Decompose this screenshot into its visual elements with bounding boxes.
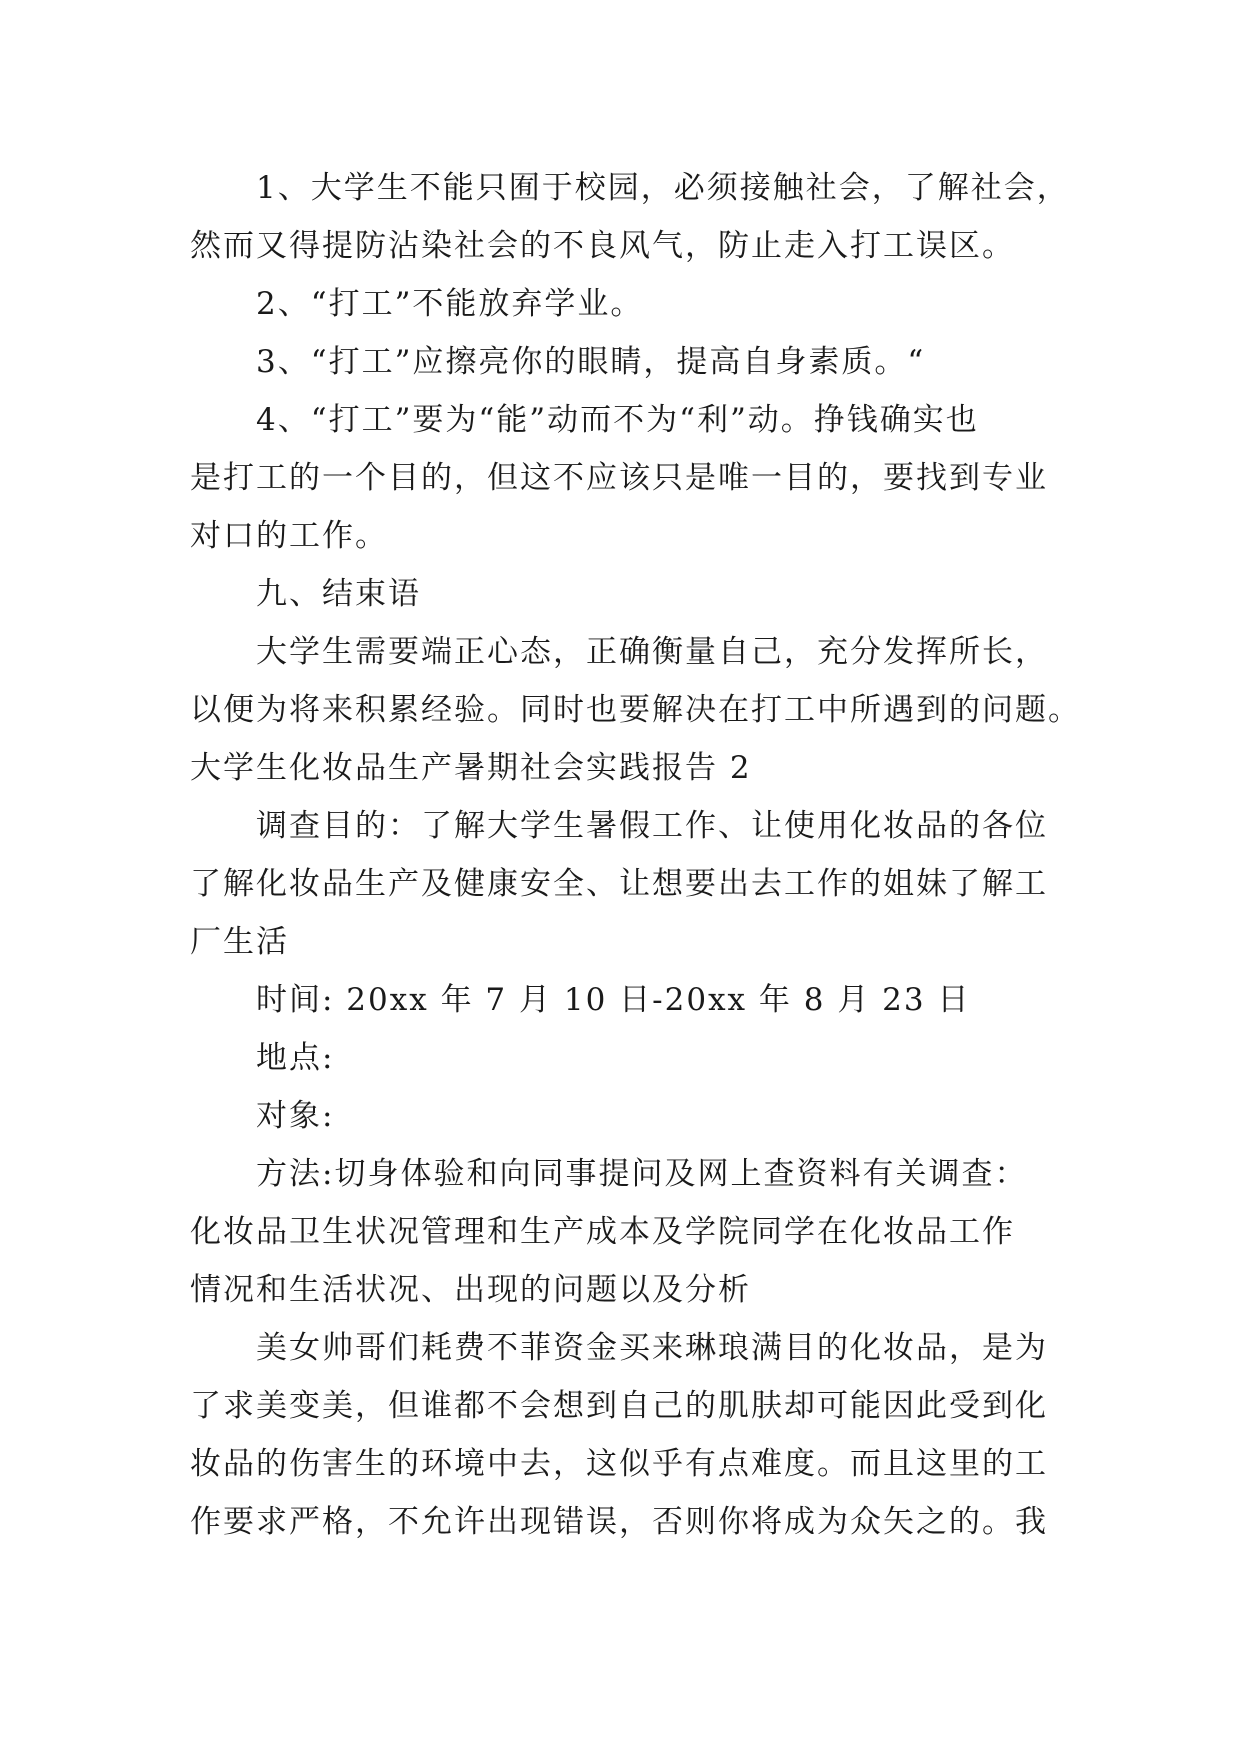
paragraph-line: 作要求严格，不允许出现错误，否则你将成为众矢之的。我	[190, 1504, 1048, 1540]
paragraph-line: 大学生需要端正心态，正确衡量自己，充分发挥所长，	[256, 634, 1048, 670]
report-title: 大学生化妆品生产暑期社会实践报告 2	[190, 750, 752, 786]
paragraph-line: 了解化妆品生产及健康安全、让想要出去工作的姐妹了解工	[190, 866, 1048, 902]
paragraph-line: 是打工的一个目的，但这不应该只是唯一目的，要找到专业	[190, 460, 1048, 496]
section-heading: 九、结束语	[256, 576, 421, 612]
paragraph-line: 了求美变美，但谁都不会想到自己的肌肤却可能因此受到化	[190, 1388, 1048, 1424]
paragraph-line: 妆品的伤害生的环境中去，这似乎有点难度。而且这里的工	[190, 1446, 1048, 1482]
paragraph-line: 以便为将来积累经验。同时也要解决在打工中所遇到的问题。	[190, 692, 1081, 728]
paragraph-line: 美女帅哥们耗费不菲资金买来琳琅满目的化妆品，是为	[256, 1330, 1048, 1366]
time-line: 时间: 20xx 年 7 月 10 日-20xx 年 8 月 23 日	[256, 982, 971, 1018]
paragraph-line: 情况和生活状况、出现的问题以及分析	[190, 1272, 751, 1308]
paragraph-line: 厂生活	[190, 924, 289, 960]
paragraph-line: 2、“打工”不能放弃学业。	[256, 286, 644, 322]
method-line: 方法:切身体验和向同事提问及网上查资料有关调查：	[256, 1156, 1028, 1192]
paragraph-line: 4、“打工”要为“能”动而不为“利”动。挣钱确实也	[256, 402, 979, 438]
paragraph-line: 1、大学生不能只囿于校园，必须接触社会，了解社会，	[256, 170, 1070, 206]
paragraph-line: 3、“打工”应擦亮你的眼睛，提高自身素质。“	[256, 344, 926, 380]
location-line: 地点:	[256, 1040, 335, 1076]
paragraph-line: 对口的工作。	[190, 518, 388, 554]
paragraph-line: 化妆品卫生状况管理和生产成本及学院同学在化妆品工作	[190, 1214, 1015, 1250]
paragraph-line: 调查目的：了解大学生暑假工作、让使用化妆品的各位	[256, 808, 1048, 844]
subject-line: 对象:	[256, 1098, 335, 1134]
paragraph-line: 然而又得提防沾染社会的不良风气，防止走入打工误区。	[190, 228, 1015, 264]
